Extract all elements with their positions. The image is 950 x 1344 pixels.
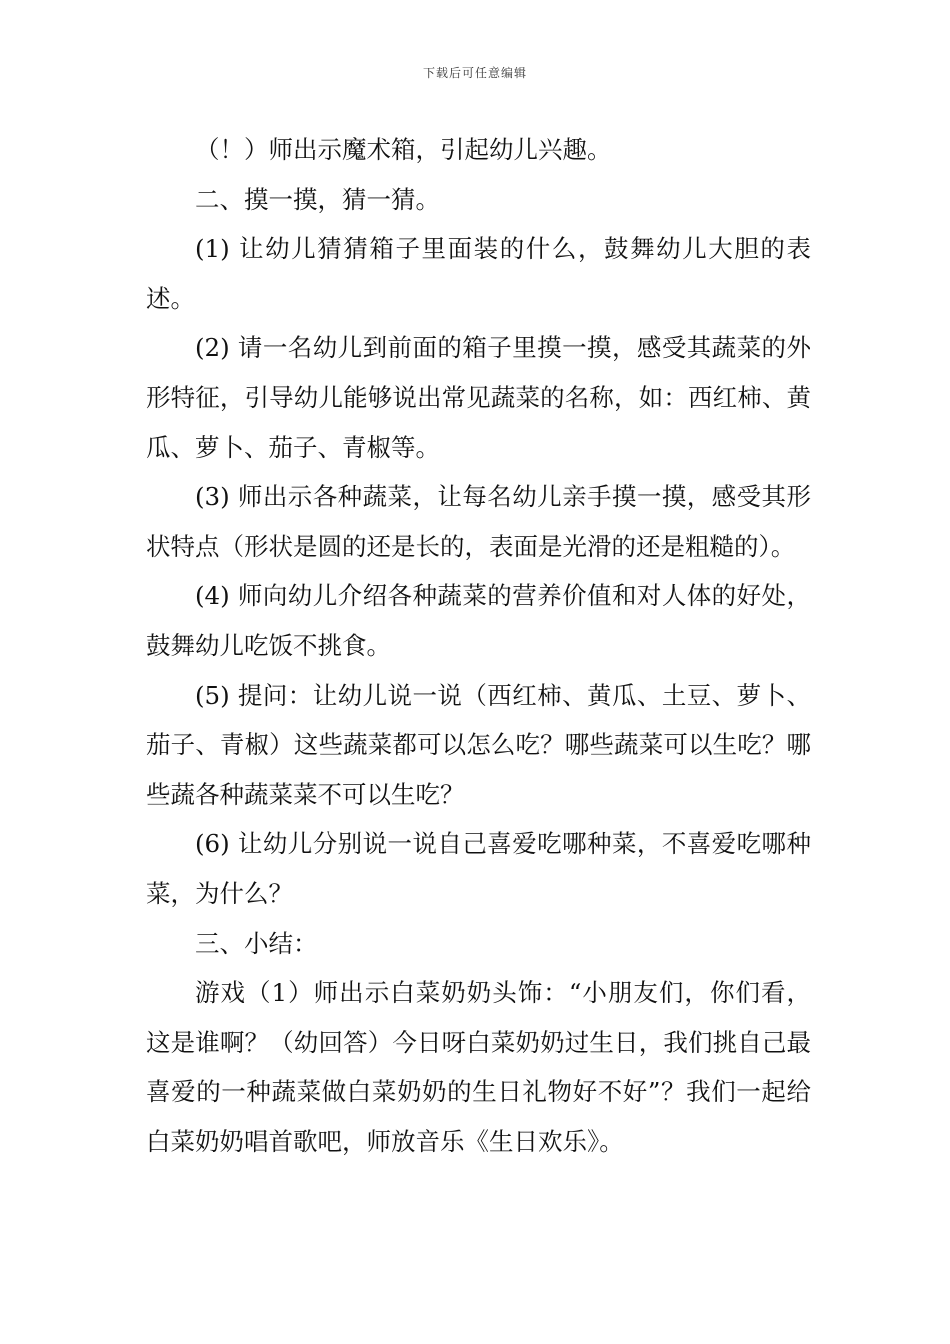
paragraph-item-3: (3) 师出示各种蔬菜，让每名幼儿亲手摸一摸，感受其形状特点（形状是圆的还是长的，表面是光滑的还是粗糙的）。 [146, 482, 811, 561]
section-heading-touch-guess: 二、摸一摸，猜一猜。 [195, 184, 440, 214]
paragraph-magic-box: （！）师出示魔术箱，引起幼儿兴趣。 [195, 135, 612, 164]
paragraph-item-5: (5) 提问：让幼儿说一说（西红柿、黄瓜、土豆、萝卜、茄子、青椒）这些蔬菜都可以怎么吃？哪些蔬菜可以生吃？哪些蔬各种蔬菜菜不可以生吃？ [146, 680, 811, 809]
paragraph-item-4: (4) 师向幼儿介绍各种蔬菜的营养价值和对人体的好处，鼓舞幼儿吃饭不挑食。 [146, 581, 811, 660]
paragraph-item-1: (1) 让幼儿猜猜箱子里面装的什么，鼓舞幼儿大胆的表述。 [146, 234, 811, 313]
page-header: 下载后可任意编辑 [422, 66, 527, 80]
document-body [146, 125, 811, 1166]
section-heading-summary: 三、小结： [195, 928, 318, 958]
paragraph-game: 游戏（1）师出示白菜奶奶头饰：“小朋友们，你们看，这是谁啊？（幼回答）今日呀白菜奶奶过生日，我们挑自己最喜爱的一种蔬菜做白菜奶奶的生日礼物好不好”？我们一起给白菜奶奶唱首歌吧，师放音乐《生日欢乐》。 [146, 978, 811, 1156]
paragraph-item-6: (6) 让幼儿分别说一说自己喜爱吃哪种菜，不喜爱吃哪种菜，为什么？ [146, 829, 811, 908]
paragraph-item-2: (2) 请一名幼儿到前面的箱子里摸一摸，感受其蔬菜的外形特征，引导幼儿能够说出常见蔬菜的名称，如：西红柿、黄瓜、萝卜、茄子、青椒等。 [146, 333, 811, 462]
